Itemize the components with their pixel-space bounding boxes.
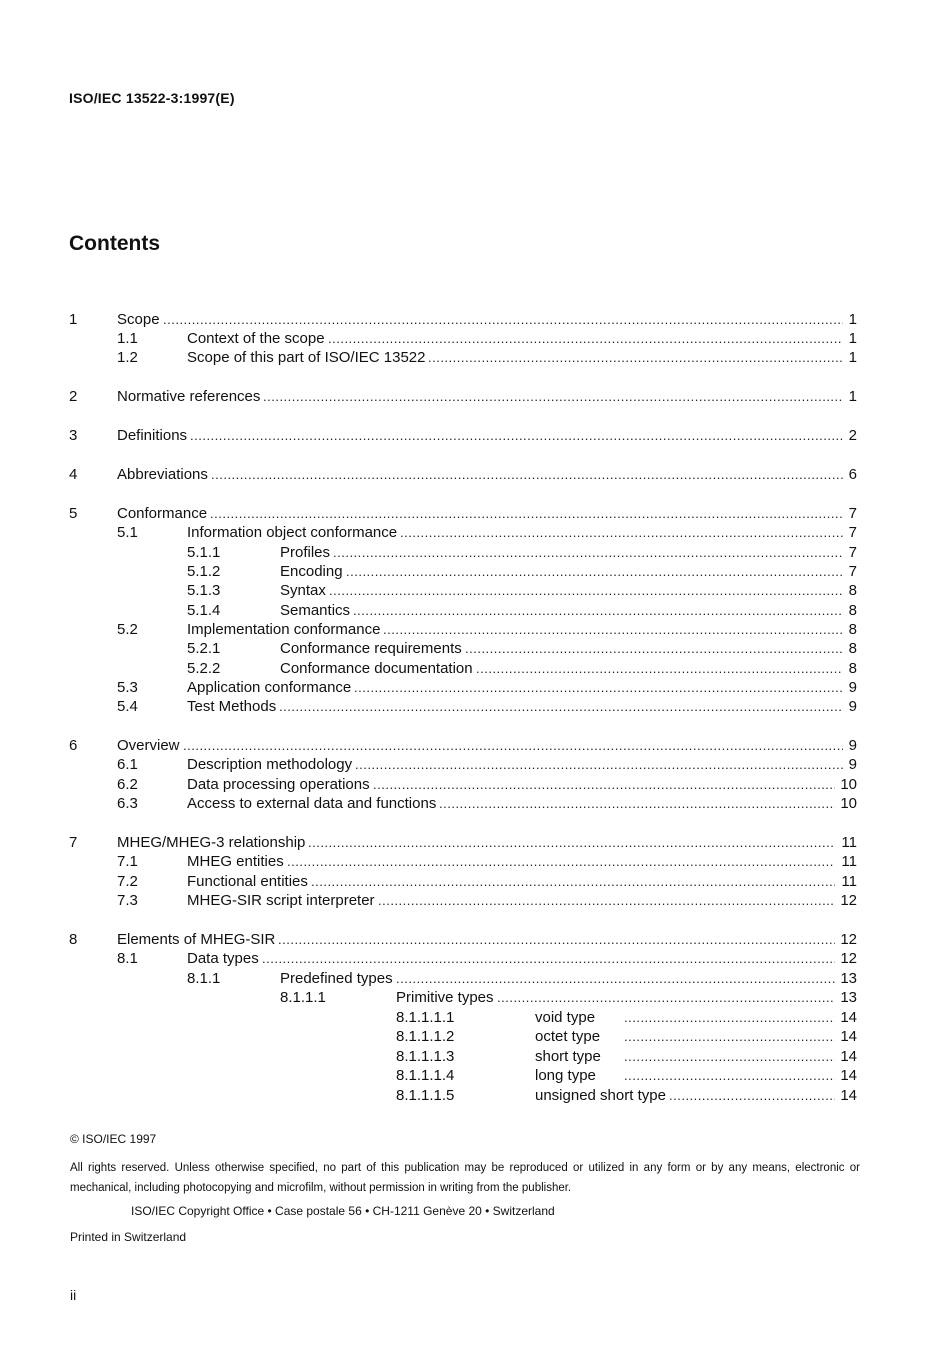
- toc-dot-leader: [465, 639, 843, 658]
- toc-entry-number: 5.1.1: [187, 544, 221, 561]
- toc-entry-label: Definitions: [117, 427, 188, 444]
- toc-entry: [0, 659, 950, 678]
- toc-entry: [0, 310, 950, 329]
- toc-dot-leader: [308, 833, 835, 852]
- toc-dot-leader: [354, 678, 843, 697]
- toc-entry-label: Abbreviations: [117, 466, 208, 483]
- toc-entry-page: 11: [841, 873, 857, 890]
- toc-entry: [0, 930, 950, 949]
- toc-dot-leader: [279, 697, 843, 716]
- printed-in: Printed in Switzerland: [70, 1230, 187, 1244]
- toc-entry-number: 5.1.2: [187, 563, 221, 580]
- toc-entry-page: 8: [848, 621, 857, 638]
- toc-entry-number: 3: [69, 427, 78, 444]
- toc-entry-page: 7: [848, 524, 857, 541]
- toc-entry-page: 7: [848, 544, 857, 561]
- toc-entry-page: 9: [848, 679, 857, 696]
- toc-entry: [0, 1008, 950, 1027]
- toc-dot-leader: [346, 562, 843, 581]
- toc-entry-label: Scope: [117, 311, 160, 328]
- toc-entry: [0, 601, 950, 620]
- toc-dot-leader: [378, 891, 835, 910]
- toc-dot-leader: [624, 1027, 835, 1046]
- toc-entry: [0, 697, 950, 716]
- toc-entry-number: 7: [69, 834, 78, 851]
- toc-entry: [0, 988, 950, 1007]
- toc-entry-page: 14: [840, 1067, 857, 1084]
- toc-entry-page: 12: [840, 892, 857, 909]
- toc-entry-page: 13: [840, 989, 857, 1006]
- toc-entry-label: MHEG-SIR script interpreter: [187, 892, 375, 909]
- toc-entry-page: 9: [848, 698, 857, 715]
- toc-dot-leader: [355, 755, 843, 774]
- toc-dot-leader: [373, 775, 835, 794]
- toc-entry-label: Information object conformance: [187, 524, 398, 541]
- toc-entry-number: 5.2.1: [187, 640, 221, 657]
- toc-entry-page: 12: [840, 950, 857, 967]
- toc-entry: [0, 736, 950, 755]
- toc-entry-number: 8.1.1.1.1: [396, 1009, 455, 1026]
- toc-entry-label: Conformance: [117, 505, 208, 522]
- toc-entry-number: 8.1.1.1.4: [396, 1067, 455, 1084]
- toc-dot-leader: [476, 659, 843, 678]
- toc-entry-page: 1: [848, 311, 857, 328]
- toc-entry-label: Primitive types: [396, 989, 494, 1006]
- toc-entry: [0, 562, 950, 581]
- toc-entry-number: 1.1: [117, 330, 138, 347]
- toc-dot-leader: [328, 329, 843, 348]
- toc-dot-leader: [333, 543, 843, 562]
- copyright-office-address: ISO/IEC Copyright Office • Case postale 56 • CH-1211 Genève 20 • Switzerland: [131, 1204, 555, 1218]
- toc-entry: [0, 872, 950, 891]
- toc-entry: [0, 620, 950, 639]
- toc-entry-page: 1: [848, 349, 857, 366]
- toc-entry-label: Predefined types: [280, 970, 393, 987]
- toc-dot-leader: [278, 930, 835, 949]
- toc-dot-leader: [669, 1086, 835, 1105]
- toc-entry-page: 11: [841, 853, 857, 870]
- toc-entry: [0, 1027, 950, 1046]
- toc-entry: [0, 891, 950, 910]
- toc-entry-label: Implementation conformance: [187, 621, 381, 638]
- toc-dot-leader: [439, 794, 835, 813]
- toc-dot-leader: [353, 601, 843, 620]
- toc-dot-leader: [311, 872, 835, 891]
- toc-entry-number: 5.1.3: [187, 582, 221, 599]
- toc-entry-number: 6.3: [117, 795, 138, 812]
- toc-entry: [0, 639, 950, 658]
- toc-entry-label: unsigned short type: [535, 1087, 666, 1104]
- toc-entry: [0, 543, 950, 562]
- toc-entry-number: 8.1.1: [187, 970, 221, 987]
- toc-entry-label: short type: [535, 1048, 601, 1065]
- toc-entry: [0, 775, 950, 794]
- toc-entry-label: Elements of MHEG-SIR: [117, 931, 276, 948]
- toc-dot-leader: [624, 1047, 835, 1066]
- toc-entry: [0, 833, 950, 852]
- toc-entry-label: Application conformance: [187, 679, 352, 696]
- page-number: ii: [70, 1287, 77, 1303]
- toc-dot-leader: [262, 949, 835, 968]
- toc-entry-label: long type: [535, 1067, 596, 1084]
- toc-entry: [0, 581, 950, 600]
- toc-entry-label: Syntax: [280, 582, 326, 599]
- toc-entry-number: 7.3: [117, 892, 138, 909]
- toc-entry-number: 1.2: [117, 349, 138, 366]
- toc-entry-label: MHEG entities: [187, 853, 284, 870]
- toc-entry-page: 8: [848, 640, 857, 657]
- toc-entry: [0, 1047, 950, 1066]
- toc-entry-number: 8.1: [117, 950, 138, 967]
- toc-entry-number: 8.1.1.1.3: [396, 1048, 455, 1065]
- toc-dot-leader: [400, 523, 843, 542]
- toc-entry-page: 10: [840, 795, 857, 812]
- rights-statement: All rights reserved. Unless otherwise specified, no part of this publication may be reproduced or utilized in any form or by any means, electronic or mechanical, including photocopying and microfilm, without permission in writing from the publisher.: [70, 1162, 860, 1194]
- toc-entry: [0, 969, 950, 988]
- toc-entry-label: Overview: [117, 737, 180, 754]
- toc-dot-leader: [329, 581, 843, 600]
- toc-dot-leader: [396, 969, 835, 988]
- toc-entry-page: 14: [840, 1028, 857, 1045]
- toc-entry: [0, 755, 950, 774]
- toc-entry-number: 6.2: [117, 776, 138, 793]
- toc-entry: [0, 348, 950, 367]
- toc-entry-number: 4: [69, 466, 78, 483]
- toc-entry-label: Data types: [187, 950, 259, 967]
- toc-dot-leader: [383, 620, 843, 639]
- toc-entry-label: Encoding: [280, 563, 343, 580]
- toc-entry-number: 5.1.4: [187, 602, 221, 619]
- toc-entry-page: 14: [840, 1048, 857, 1065]
- toc-dot-leader: [428, 348, 843, 367]
- toc-dot-leader: [210, 504, 843, 523]
- toc-entry-number: 5.3: [117, 679, 138, 696]
- toc-entry-number: 8: [69, 931, 78, 948]
- toc-entry-label: octet type: [535, 1028, 601, 1045]
- toc-dot-leader: [190, 426, 843, 445]
- toc-entry-page: 8: [848, 602, 857, 619]
- toc-entry-label: Access to external data and functions: [187, 795, 437, 812]
- toc-entry: [0, 523, 950, 542]
- toc-entry-number: 2: [69, 388, 78, 405]
- toc-entry-page: 7: [848, 505, 857, 522]
- toc-entry-label: Test Methods: [187, 698, 277, 715]
- toc-entry-number: 1: [69, 311, 78, 328]
- toc-entry: [0, 678, 950, 697]
- toc-entry-label: Normative references: [117, 388, 261, 405]
- toc-entry-page: 14: [840, 1087, 857, 1104]
- toc-entry-page: 14: [840, 1009, 857, 1026]
- toc-entry: [0, 465, 950, 484]
- toc-entry: [0, 1066, 950, 1085]
- toc-entry-label: MHEG/MHEG-3 relationship: [117, 834, 306, 851]
- toc-entry-page: 10: [840, 776, 857, 793]
- toc-entry-number: 8.1.1.1: [280, 989, 326, 1006]
- toc-entry-page: 13: [840, 970, 857, 987]
- toc-entry-page: 7: [848, 563, 857, 580]
- toc-entry-page: 2: [848, 427, 857, 444]
- toc-entry-page: 1: [848, 330, 857, 347]
- toc-entry-page: 6: [848, 466, 857, 483]
- toc-entry-label: Description methodology: [187, 756, 353, 773]
- toc-entry-label: void type: [535, 1009, 596, 1026]
- toc-entry-label: Profiles: [280, 544, 331, 561]
- toc-dot-leader: [624, 1066, 835, 1085]
- toc-entry-label: Conformance requirements: [280, 640, 462, 657]
- toc-entry-page: 12: [840, 931, 857, 948]
- toc-entry-number: 5.1: [117, 524, 138, 541]
- toc-entry: [0, 852, 950, 871]
- toc-dot-leader: [263, 387, 843, 406]
- toc-entry-number: 6: [69, 737, 78, 754]
- toc-entry-number: 5: [69, 505, 78, 522]
- toc-dot-leader: [287, 852, 835, 871]
- toc-entry-number: 7.2: [117, 873, 138, 890]
- toc-entry-label: Functional entities: [187, 873, 308, 890]
- document-id: ISO/IEC 13522-3:1997(E): [69, 90, 235, 106]
- toc-entry: [0, 329, 950, 348]
- toc-entry-number: 5.4: [117, 698, 138, 715]
- toc-entry-number: 7.1: [117, 853, 138, 870]
- toc-entry-label: Data processing operations: [187, 776, 370, 793]
- toc-entry-number: 6.1: [117, 756, 138, 773]
- toc-entry: [0, 387, 950, 406]
- toc-entry-label: Semantics: [280, 602, 351, 619]
- toc-dot-leader: [497, 988, 835, 1007]
- toc-entry-number: 8.1.1.1.5: [396, 1087, 455, 1104]
- toc-entry-page: 1: [848, 388, 857, 405]
- toc-entry-label: Conformance documentation: [280, 660, 473, 677]
- copyright-notice: © ISO/IEC 1997: [70, 1132, 157, 1146]
- toc-entry: [0, 949, 950, 968]
- toc-entry-number: 5.2: [117, 621, 138, 638]
- page-title: Contents: [69, 232, 160, 255]
- toc-dot-leader: [211, 465, 843, 484]
- toc-entry-page: 8: [848, 660, 857, 677]
- toc-entry: [0, 504, 950, 523]
- toc-entry-page: 8: [848, 582, 857, 599]
- toc-dot-leader: [624, 1008, 835, 1027]
- toc-entry: [0, 794, 950, 813]
- toc-entry-page: 11: [841, 834, 857, 851]
- toc-dot-leader: [183, 736, 843, 755]
- toc-entry-page: 9: [848, 737, 857, 754]
- toc-entry: [0, 426, 950, 445]
- toc-entry-number: 5.2.2: [187, 660, 221, 677]
- toc-entry-label: Scope of this part of ISO/IEC 13522: [187, 349, 426, 366]
- toc-entry-label: Context of the scope: [187, 330, 325, 347]
- toc-entry-number: 8.1.1.1.2: [396, 1028, 455, 1045]
- toc-dot-leader: [163, 310, 843, 329]
- toc-entry: [0, 1086, 950, 1105]
- toc-entry-page: 9: [848, 756, 857, 773]
